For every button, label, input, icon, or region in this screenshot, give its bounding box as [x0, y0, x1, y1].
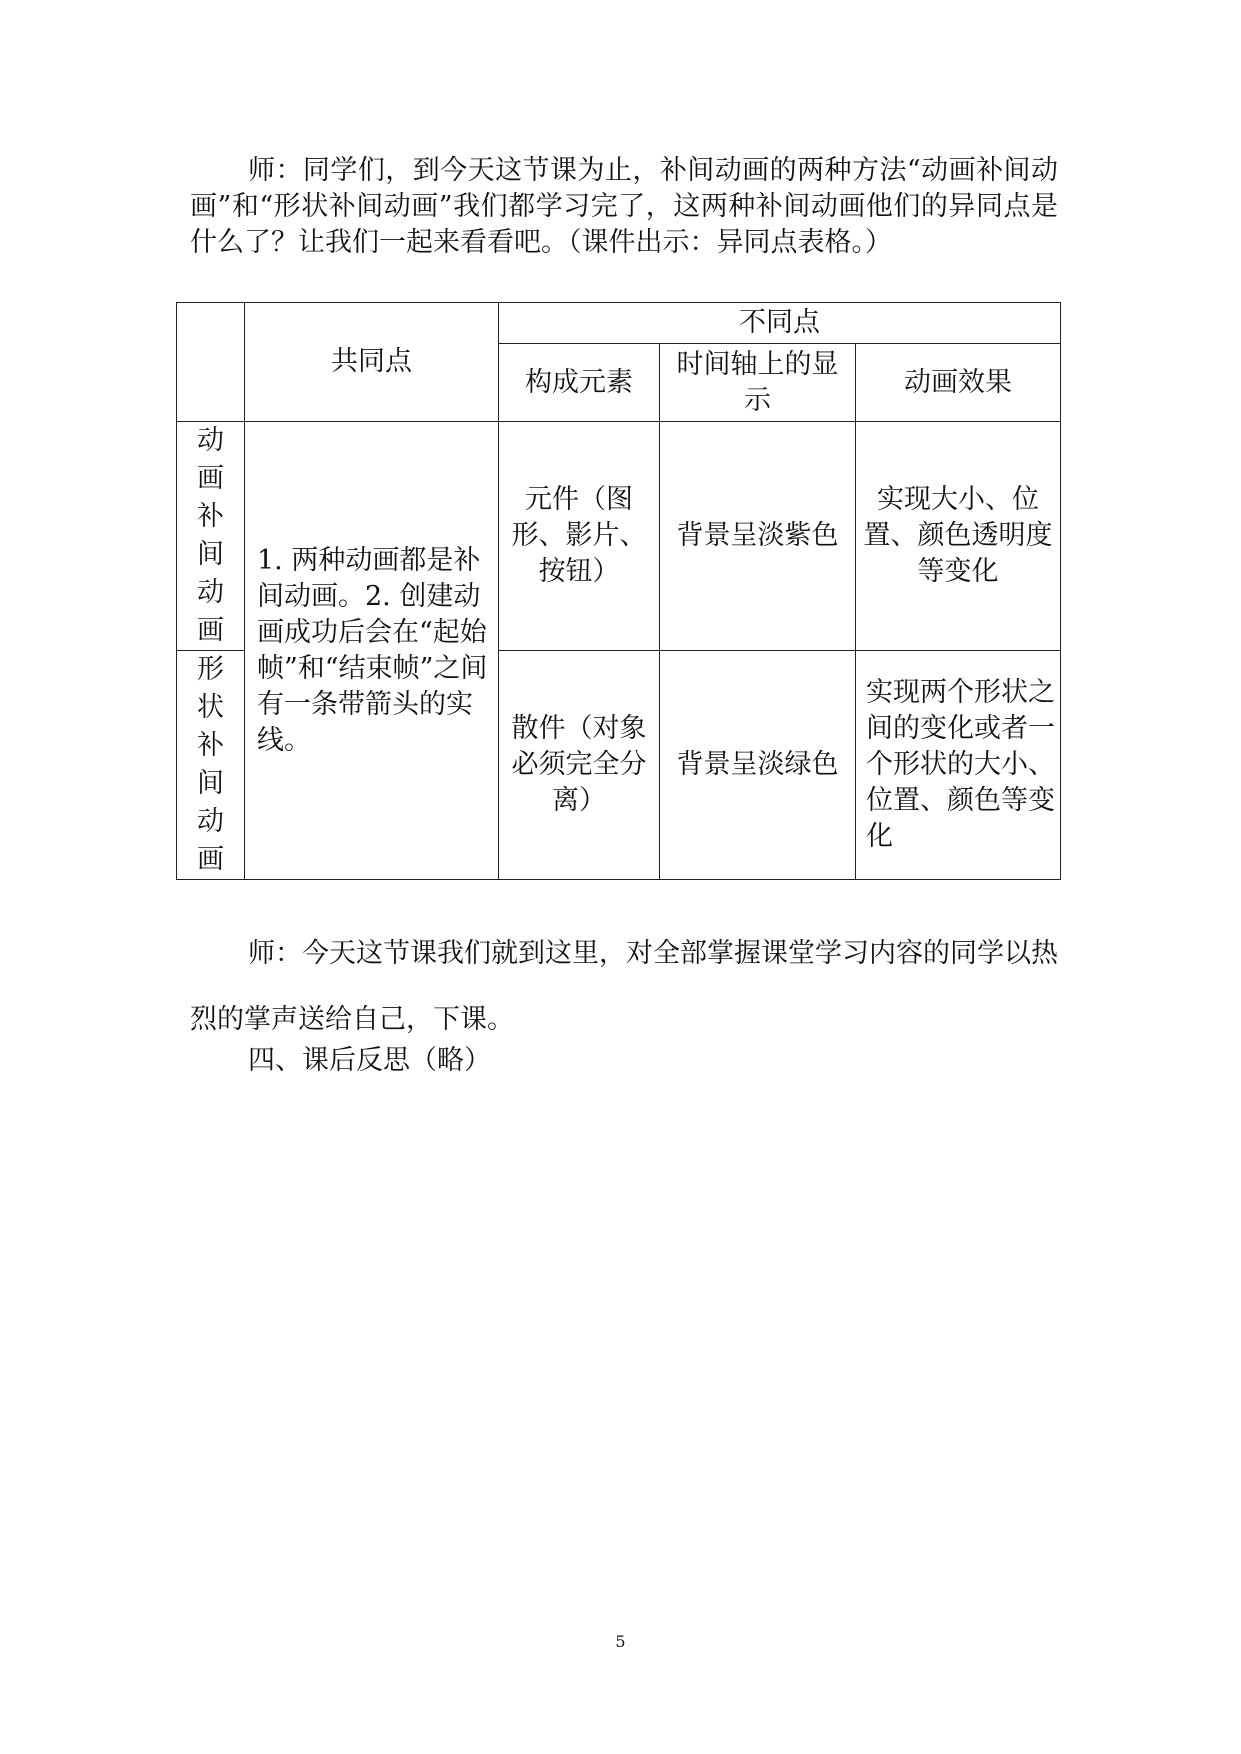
shape-tween-element: 散件（对象必须完全分离）: [499, 651, 660, 880]
shape-tween-effect: 实现两个形状之间的变化或者一个形状的大小、位置、颜色等变化: [856, 651, 1061, 880]
section-heading: 四、课后反思（略）: [248, 1045, 491, 1076]
header-timeline: 时间轴上的显示: [660, 344, 856, 422]
motion-tween-timeline: 背景呈淡紫色: [660, 422, 856, 651]
row-label-motion-tween: [177, 422, 245, 651]
intro-paragraph: 师：同学们，到今天这节课为止，补间动画的两种方法“动画补间动画”和“形状补间动画”我们都学习完了，这两种补间动画他们的异同点是什么了？让我们一起来看看吧。（课件出示：异同点表格。）: [190, 155, 1058, 258]
motion-tween-element: 元件（图形、影片、按钮）: [499, 422, 660, 651]
comparison-table: [176, 302, 1061, 880]
row-label-motion-tween-text: 动画补间动画: [197, 425, 224, 646]
row-label-shape-tween-text: 形状补间动画: [197, 654, 224, 875]
header-empty-cell: [177, 303, 245, 422]
closing-paragraph: 师：今天这节课我们就到这里，对全部掌握课堂学习内容的同学以热烈的掌声送给自己，下课。: [190, 938, 1058, 1035]
header-common: 共同点: [245, 303, 499, 422]
shape-tween-timeline: 背景呈淡绿色: [660, 651, 856, 880]
row-label-shape-tween: [177, 651, 245, 880]
common-points: 1. 两种动画都是补间动画。2. 创建动画成功后会在“起始帧”和“结束帧”之间有一条带箭头的实线。: [245, 422, 499, 880]
page-number: 5: [615, 1632, 626, 1651]
motion-tween-effect: 实现大小、位置、颜色透明度等变化: [856, 422, 1061, 651]
header-different: 不同点: [499, 303, 1061, 344]
header-effect: 动画效果: [856, 344, 1061, 422]
header-element: 构成元素: [499, 344, 660, 422]
